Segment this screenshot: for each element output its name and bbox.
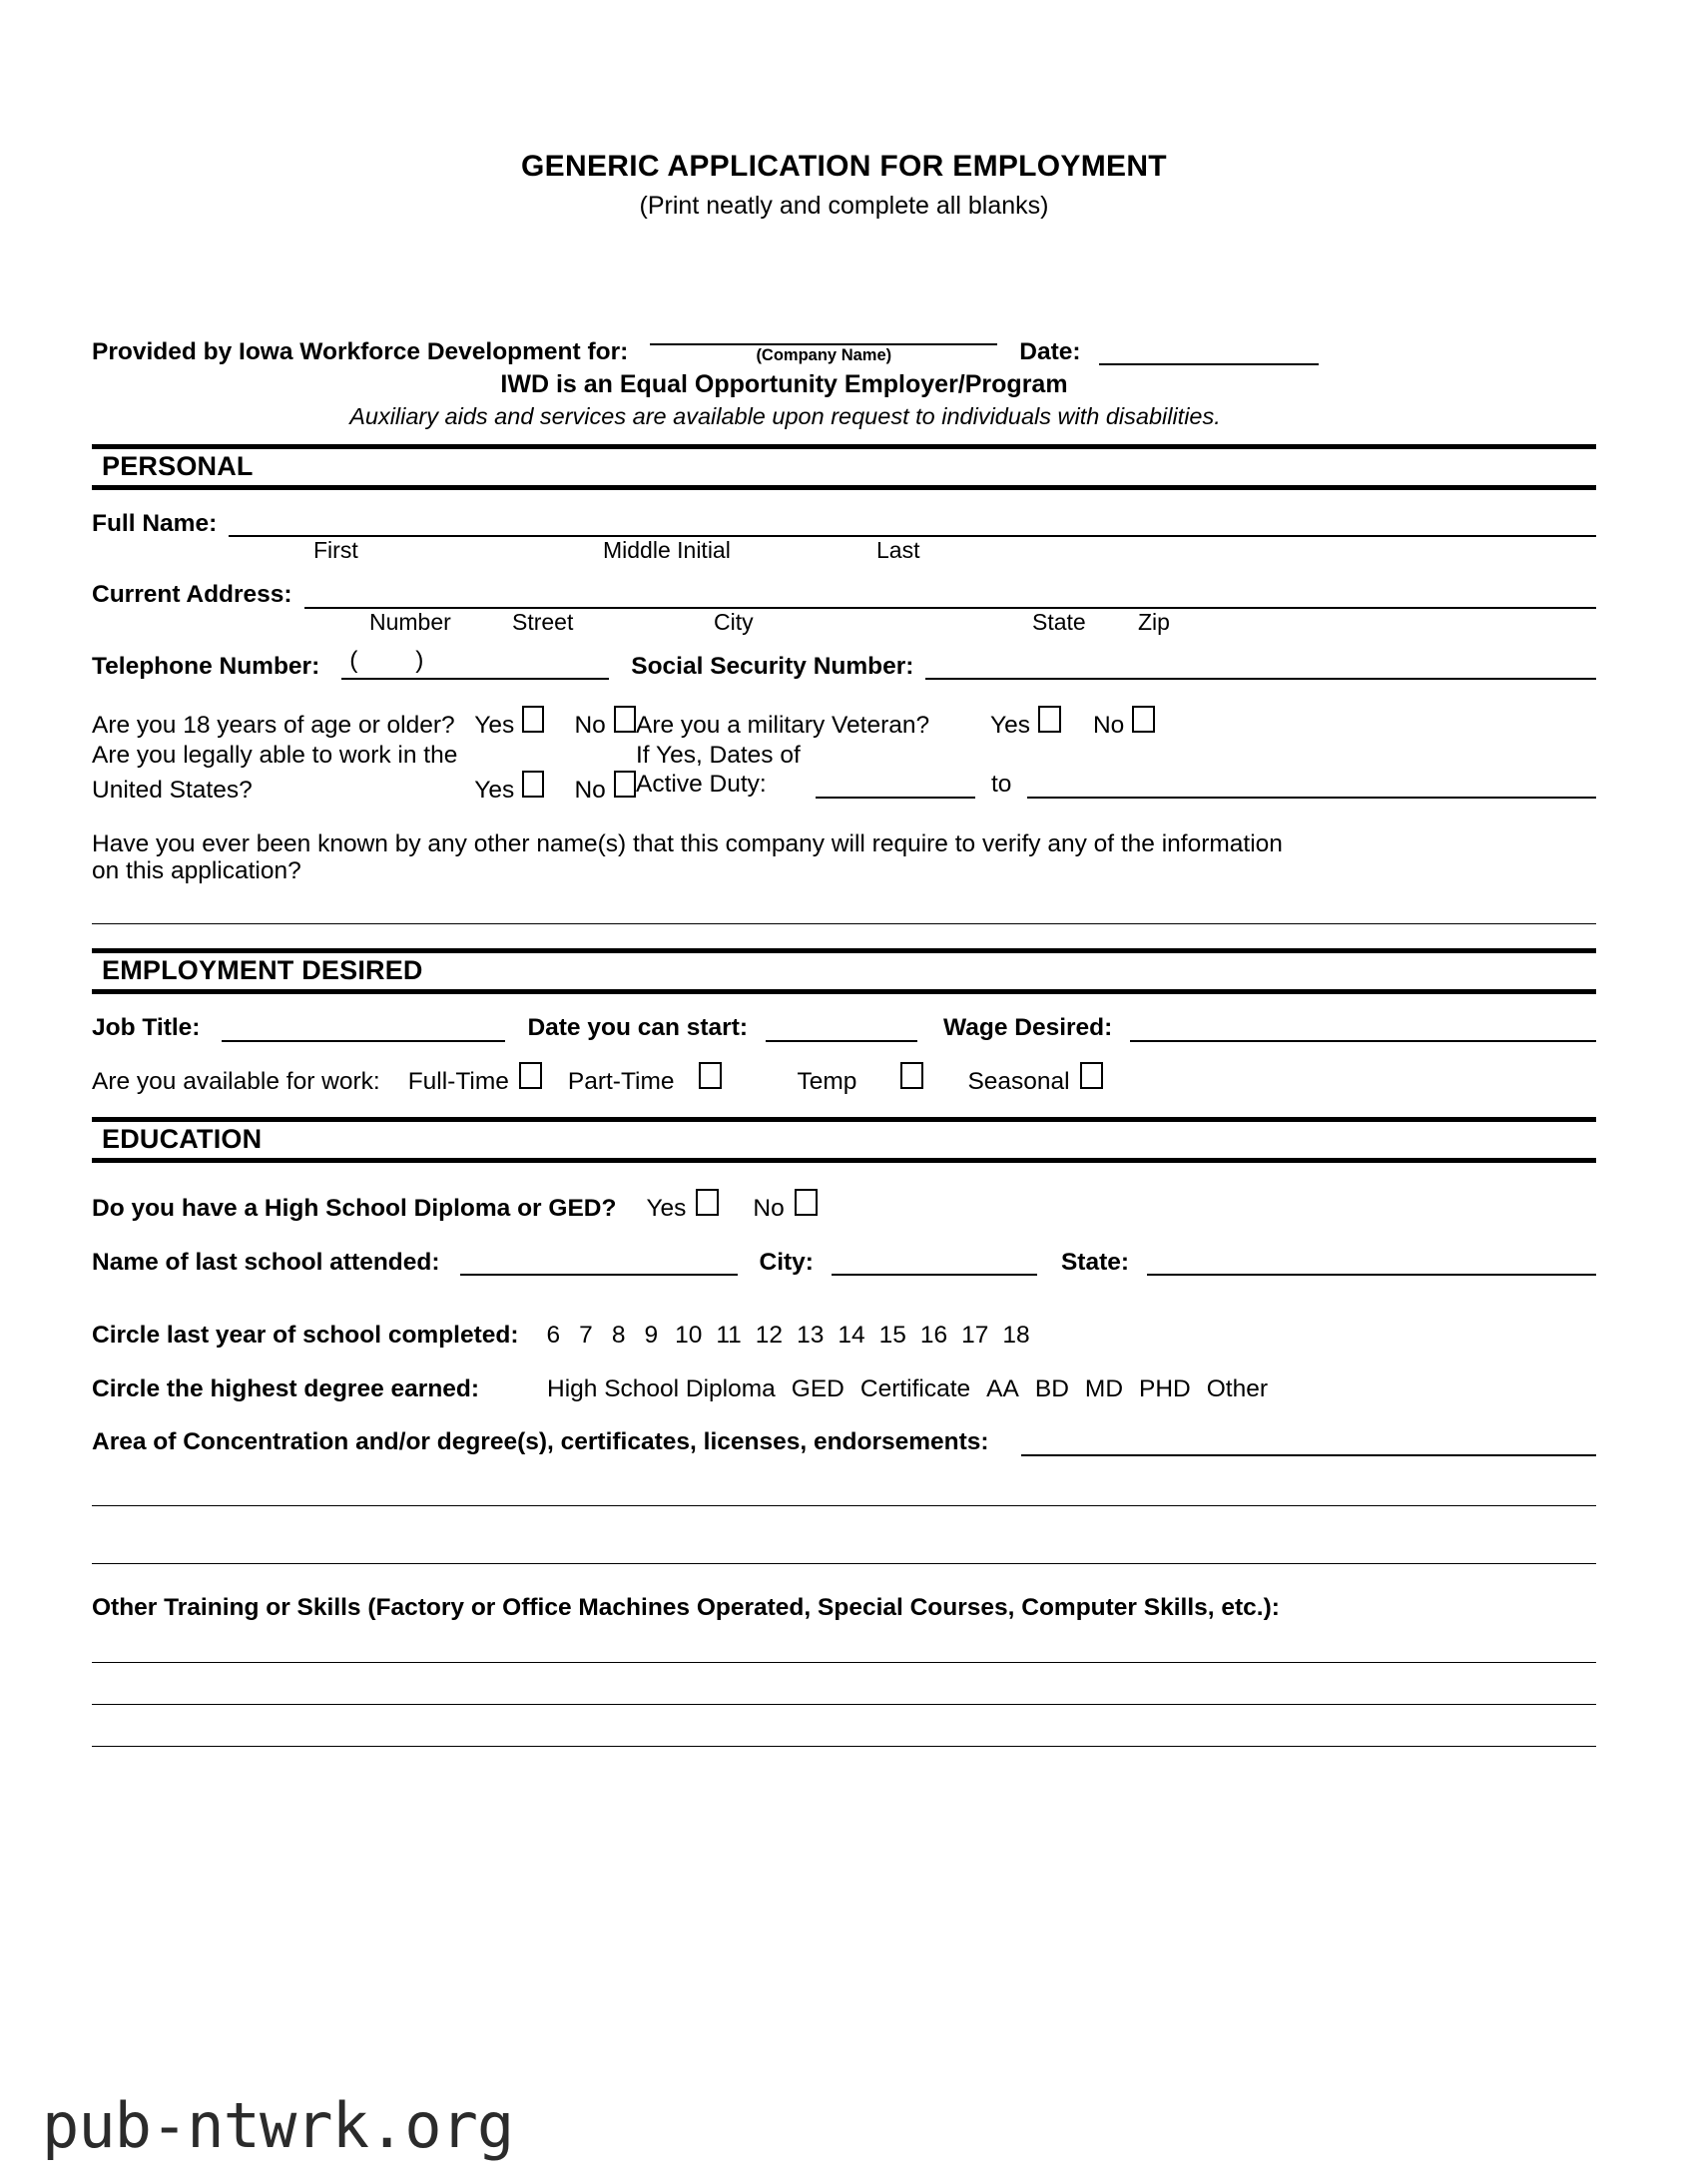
- year-option-12[interactable]: 12: [755, 1322, 784, 1350]
- veteran-no-checkbox[interactable]: [1132, 706, 1155, 733]
- availability-full-time-checkbox[interactable]: [519, 1062, 542, 1089]
- active-duty-to-input[interactable]: [1027, 796, 1596, 799]
- legal-work-question-line1: Are you legally able to work in the: [92, 741, 458, 769]
- veteran-yes-checkbox[interactable]: [1038, 706, 1061, 733]
- year-option-14[interactable]: 14: [838, 1322, 865, 1350]
- active-duty-from-input[interactable]: [816, 796, 975, 799]
- age-no-label: No: [574, 712, 606, 740]
- concentration-row: [92, 1428, 1596, 1455]
- circle-year-row: [92, 1322, 1596, 1349]
- diploma-no-checkbox[interactable]: [795, 1189, 818, 1216]
- school-city-label: City:: [759, 1248, 814, 1276]
- personal-questions-left: [92, 706, 636, 804]
- circle-degree-label: Circle the highest degree earned:: [92, 1374, 480, 1402]
- active-duty-label-line1: If Yes, Dates of: [636, 741, 801, 769]
- circle-year-label: Circle last year of school completed:: [92, 1322, 519, 1350]
- last-school-input[interactable]: [460, 1273, 738, 1276]
- availability-option-temp-label: Temp: [797, 1067, 857, 1095]
- school-state-label: State:: [1060, 1248, 1130, 1276]
- auxiliary-aids-statement: Auxiliary aids and services are available upon request to individuals with disabilities.: [349, 402, 1221, 429]
- other-names-question-line2: on this application?: [92, 857, 301, 884]
- site-watermark: pub-ntwrk.org: [42, 2089, 514, 2162]
- degree-options: [547, 1375, 1268, 1402]
- ssn-input[interactable]: [925, 677, 1596, 680]
- other-training-input-3[interactable]: [92, 1745, 1596, 1747]
- year-option-8[interactable]: 8: [611, 1322, 626, 1350]
- other-training-label: Other Training or Skills (Factory or Office Machines Operated, Special Courses, Computer Skills, etc.):: [92, 1593, 1280, 1621]
- availability-option-full-time-label: Full-Time: [407, 1067, 509, 1095]
- provided-by-label: Provided by Iowa Workforce Development for:: [92, 337, 629, 365]
- year-option-13[interactable]: 13: [797, 1322, 825, 1350]
- eeo-statement: IWD is an Equal Opportunity Employer/Program: [500, 369, 1068, 398]
- current-address-label: Current Address:: [92, 581, 292, 609]
- year-option-9[interactable]: 9: [644, 1322, 659, 1350]
- legal-work-question-row: [92, 771, 636, 804]
- current-address-captions: [92, 609, 1596, 639]
- availability-option-seasonal-label: Seasonal: [967, 1067, 1070, 1095]
- age-no-checkbox[interactable]: [614, 706, 636, 733]
- other-names-question-line1: Have you ever been known by any other name(s) that this company will require to verify any of the information: [92, 829, 1283, 857]
- company-name-caption: (Company Name): [756, 345, 892, 364]
- caption-street: Street: [512, 608, 574, 635]
- other-names-answer-input[interactable]: [92, 922, 1596, 924]
- concentration-input-1[interactable]: [1021, 1453, 1596, 1456]
- caption-zip: Zip: [1138, 608, 1170, 635]
- personal-questions-grid: [92, 706, 1596, 804]
- degree-option-aa[interactable]: AA: [986, 1374, 1019, 1402]
- caption-city: City: [714, 608, 754, 635]
- start-date-label: Date you can start:: [527, 1014, 749, 1042]
- diploma-yes-label: Yes: [646, 1195, 687, 1223]
- availability-row: [92, 1062, 1596, 1095]
- legal-work-no-label: No: [574, 777, 606, 805]
- ssn-label: Social Security Number:: [631, 652, 914, 680]
- year-options: [547, 1322, 1030, 1349]
- page-subtitle: (Print neatly and complete all blanks): [639, 192, 1049, 220]
- availability-seasonal-checkbox[interactable]: [1080, 1062, 1103, 1089]
- year-option-15[interactable]: 15: [878, 1322, 906, 1350]
- legal-work-yes-checkbox[interactable]: [522, 771, 544, 798]
- diploma-question-label: Do you have a High School Diploma or GED?: [92, 1195, 617, 1223]
- section-header-personal: PERSONAL: [92, 444, 1596, 490]
- telephone-ssn-row: [92, 647, 1596, 680]
- page-title: GENERIC APPLICATION FOR EMPLOYMENT: [521, 150, 1167, 183]
- diploma-question-row: [92, 1189, 1596, 1222]
- active-duty-label-line2: Active Duty:: [636, 771, 767, 799]
- caption-middle-initial: Middle Initial: [603, 537, 731, 564]
- veteran-no-label: No: [1092, 712, 1125, 740]
- full-name-row: [92, 510, 1596, 537]
- last-school-row: [92, 1249, 1596, 1276]
- degree-option-phd[interactable]: PHD: [1139, 1374, 1191, 1402]
- telephone-paren-close: ): [415, 647, 424, 675]
- wage-desired-label: Wage Desired:: [943, 1014, 1113, 1042]
- legal-work-yes-label: Yes: [474, 777, 515, 805]
- provided-by-row: [92, 338, 1596, 365]
- legal-work-question-line2: United States?: [92, 777, 253, 805]
- degree-option-ged[interactable]: GED: [791, 1374, 844, 1402]
- year-option-10[interactable]: 10: [675, 1322, 703, 1350]
- year-option-17[interactable]: 17: [961, 1322, 989, 1350]
- date-input[interactable]: [1099, 362, 1319, 365]
- active-duty-row: [636, 771, 1596, 798]
- school-state-input[interactable]: [1147, 1273, 1596, 1276]
- veteran-question-row: [636, 706, 1596, 739]
- company-name-input[interactable]: [650, 342, 997, 345]
- personal-questions-right: [636, 706, 1596, 804]
- concentration-label: Area of Concentration and/or degree(s), certificates, licenses, endorsements:: [92, 1428, 989, 1456]
- wage-desired-input[interactable]: [1130, 1039, 1596, 1042]
- job-title-label: Job Title:: [92, 1014, 201, 1042]
- availability-label: Are you available for work:: [92, 1067, 380, 1095]
- caption-first: First: [313, 537, 358, 564]
- year-option-6[interactable]: 6: [546, 1322, 561, 1350]
- age-question-label: Are you 18 years of age or older?: [92, 712, 455, 740]
- full-name-label: Full Name:: [92, 509, 218, 537]
- degree-option-bd[interactable]: BD: [1034, 1374, 1069, 1402]
- degree-option-md[interactable]: MD: [1084, 1374, 1124, 1402]
- caption-last: Last: [876, 537, 920, 564]
- year-option-7[interactable]: 7: [579, 1322, 593, 1350]
- veteran-yes-label: Yes: [990, 712, 1030, 740]
- age-yes-checkbox[interactable]: [522, 706, 544, 733]
- active-duty-to-label: to: [991, 771, 1012, 799]
- diploma-yes-checkbox[interactable]: [696, 1189, 719, 1216]
- caption-state: State: [1032, 608, 1086, 635]
- availability-part-time-checkbox[interactable]: [699, 1062, 722, 1089]
- veteran-question-label: Are you a military Veteran?: [636, 712, 930, 740]
- current-address-row: [92, 581, 1596, 608]
- date-label: Date:: [1019, 337, 1081, 365]
- availability-temp-checkbox[interactable]: [900, 1062, 923, 1089]
- year-option-18[interactable]: 18: [1002, 1322, 1030, 1350]
- section-header-employment-desired: EMPLOYMENT DESIRED: [92, 948, 1596, 994]
- school-city-input[interactable]: [832, 1273, 1037, 1276]
- availability-option-part-time-label: Part-Time: [567, 1067, 675, 1095]
- age-question-row: [92, 706, 636, 739]
- diploma-no-label: No: [753, 1195, 785, 1223]
- caption-number: Number: [369, 608, 451, 635]
- telephone-input[interactable]: [341, 677, 609, 680]
- degree-option-certificate[interactable]: Certificate: [859, 1374, 971, 1402]
- full-name-captions: [92, 537, 1596, 567]
- start-date-input[interactable]: [766, 1039, 917, 1042]
- job-title-input[interactable]: [222, 1039, 505, 1042]
- telephone-label: Telephone Number:: [92, 652, 320, 680]
- year-option-16[interactable]: 16: [919, 1322, 948, 1350]
- circle-degree-row: [92, 1375, 1596, 1402]
- year-option-11[interactable]: 11: [716, 1322, 742, 1350]
- job-title-row: [92, 1014, 1596, 1041]
- telephone-paren-open: (: [349, 647, 358, 675]
- degree-option-high-school-diploma[interactable]: High School Diploma: [547, 1374, 776, 1402]
- degree-option-other[interactable]: Other: [1206, 1374, 1269, 1402]
- last-school-label: Name of last school attended:: [92, 1248, 440, 1276]
- age-yes-label: Yes: [474, 712, 515, 740]
- section-header-education: EDUCATION: [92, 1117, 1596, 1163]
- legal-work-no-checkbox[interactable]: [614, 771, 636, 798]
